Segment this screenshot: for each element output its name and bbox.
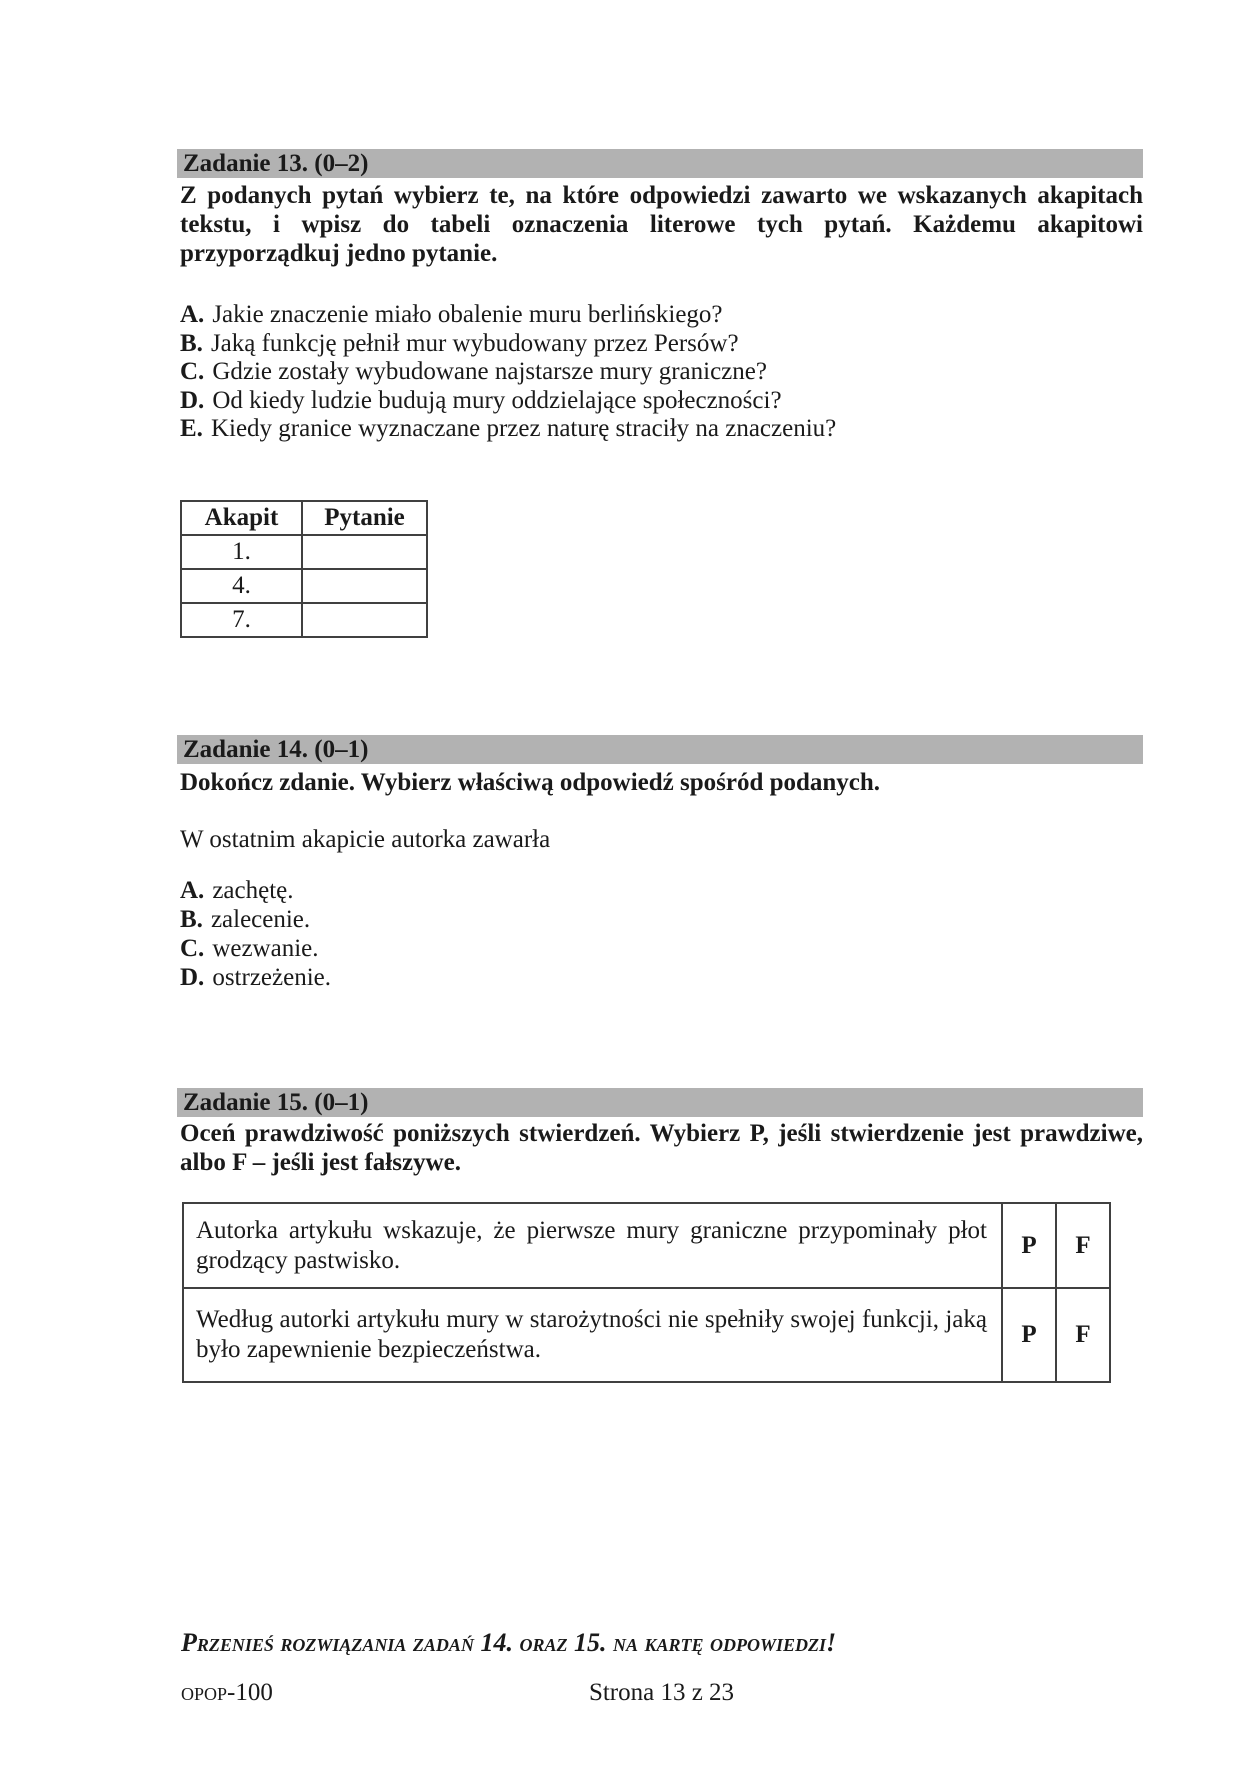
column-header-akapit: Akapit xyxy=(181,501,302,535)
akapit-number-cell: 4. xyxy=(181,569,302,603)
answer-option-b[interactable] xyxy=(180,905,1180,934)
task13-instruction: Z podanych pytań wybierz te, na które odpowiedzi zawarto we wskazanych akapitach tekstu, i wpisz do tabeli oznaczenia literowe tych pytań. Każdemu akapitowi przyporządkuj jedno pytanie. xyxy=(180,182,1143,267)
task14-header-bar: Zadanie 14. (0–1) xyxy=(177,735,1143,764)
false-choice-cell[interactable]: F xyxy=(1056,1288,1110,1382)
column-header-pytanie: Pytanie xyxy=(302,501,427,535)
true-false-table xyxy=(182,1202,1111,1383)
question-option-b xyxy=(180,330,1180,359)
table-header-row xyxy=(181,501,427,535)
option-text: Kiedy granice wyznaczane przez naturę straciły na znaczeniu? xyxy=(210,415,837,442)
question-option-e xyxy=(180,415,1180,444)
form-code: opop-100 xyxy=(181,1679,273,1706)
option-text: wezwanie. xyxy=(212,935,319,962)
option-letter: A. xyxy=(180,301,205,328)
option-text: Jaką funkcję pełnił mur wybudowany przez Persów? xyxy=(210,329,739,357)
pytanie-answer-cell[interactable] xyxy=(302,603,427,637)
task15-header-bar: Zadanie 15. (0–1) xyxy=(177,1088,1143,1117)
task13-header-bar: Zadanie 13. (0–2) xyxy=(177,149,1143,178)
akapit-number-cell: 1. xyxy=(181,535,302,569)
answer-option-d[interactable] xyxy=(180,963,1180,992)
table-row xyxy=(181,603,427,637)
transfer-answers-note: Przenieś rozwiązania zadań 14. oraz 15. na kartę odpowiedzi! xyxy=(181,1628,837,1657)
true-choice-cell[interactable]: P xyxy=(1002,1203,1056,1288)
option-text: Od kiedy ludzie budują mury oddzielające społeczności? xyxy=(212,386,782,414)
task14-instruction: Dokończ zdanie. Wybierz właściwą odpowiedź spośród podanych. xyxy=(180,769,881,796)
option-letter: C. xyxy=(180,358,205,385)
option-text: Jakie znaczenie miało obalenie muru berlińskiego? xyxy=(212,301,723,328)
option-letter: D. xyxy=(180,964,205,991)
akapit-answer-table xyxy=(180,500,428,638)
option-letter: E. xyxy=(180,415,203,442)
statement-row xyxy=(183,1203,1110,1288)
task15-instruction: Oceń prawdziwość poniższych stwierdzeń. Wybierz P, jeśli stwierdzenie jest prawdziwe, albo F – jeśli jest fałszywe. xyxy=(180,1120,1143,1176)
page-number: Strona 13 z 23 xyxy=(588,1679,735,1706)
answer-option-a[interactable] xyxy=(180,876,1180,905)
option-letter: D. xyxy=(180,386,205,414)
option-text: zalecenie. xyxy=(210,906,311,933)
akapit-number-cell: 7. xyxy=(181,603,302,637)
option-letter: C. xyxy=(180,935,205,962)
statement-text: Autorka artykułu wskazuje, że pierwsze mury graniczne przypominały płot grodzący pastwisko. xyxy=(183,1203,1002,1288)
option-text: Gdzie zostały wybudowane najstarsze mury graniczne? xyxy=(212,358,767,385)
pytanie-answer-cell[interactable] xyxy=(302,535,427,569)
option-letter: A. xyxy=(180,877,205,904)
question-option-c xyxy=(180,358,1180,387)
statement-text: Według autorki artykułu mury w starożytności nie spełniły swojej funkcji, jaką było zapewnienie bezpieczeństwa. xyxy=(183,1288,1002,1382)
task14-answer-list xyxy=(180,876,1180,992)
table-row xyxy=(181,535,427,569)
option-letter: B. xyxy=(180,906,203,933)
pytanie-answer-cell[interactable] xyxy=(302,569,427,603)
table-row xyxy=(181,569,427,603)
false-choice-cell[interactable]: F xyxy=(1056,1203,1110,1288)
answer-option-c[interactable] xyxy=(180,934,1180,963)
option-text: zachętę. xyxy=(212,877,294,904)
task14-stem: W ostatnim akapicie autorka zawarła xyxy=(180,826,551,853)
question-option-a xyxy=(180,301,1180,330)
question-option-d xyxy=(180,387,1180,416)
true-choice-cell[interactable]: P xyxy=(1002,1288,1056,1382)
task13-question-list xyxy=(180,301,1180,444)
option-letter: B. xyxy=(180,329,203,357)
option-text: ostrzeżenie. xyxy=(212,964,331,991)
statement-row xyxy=(183,1288,1110,1382)
